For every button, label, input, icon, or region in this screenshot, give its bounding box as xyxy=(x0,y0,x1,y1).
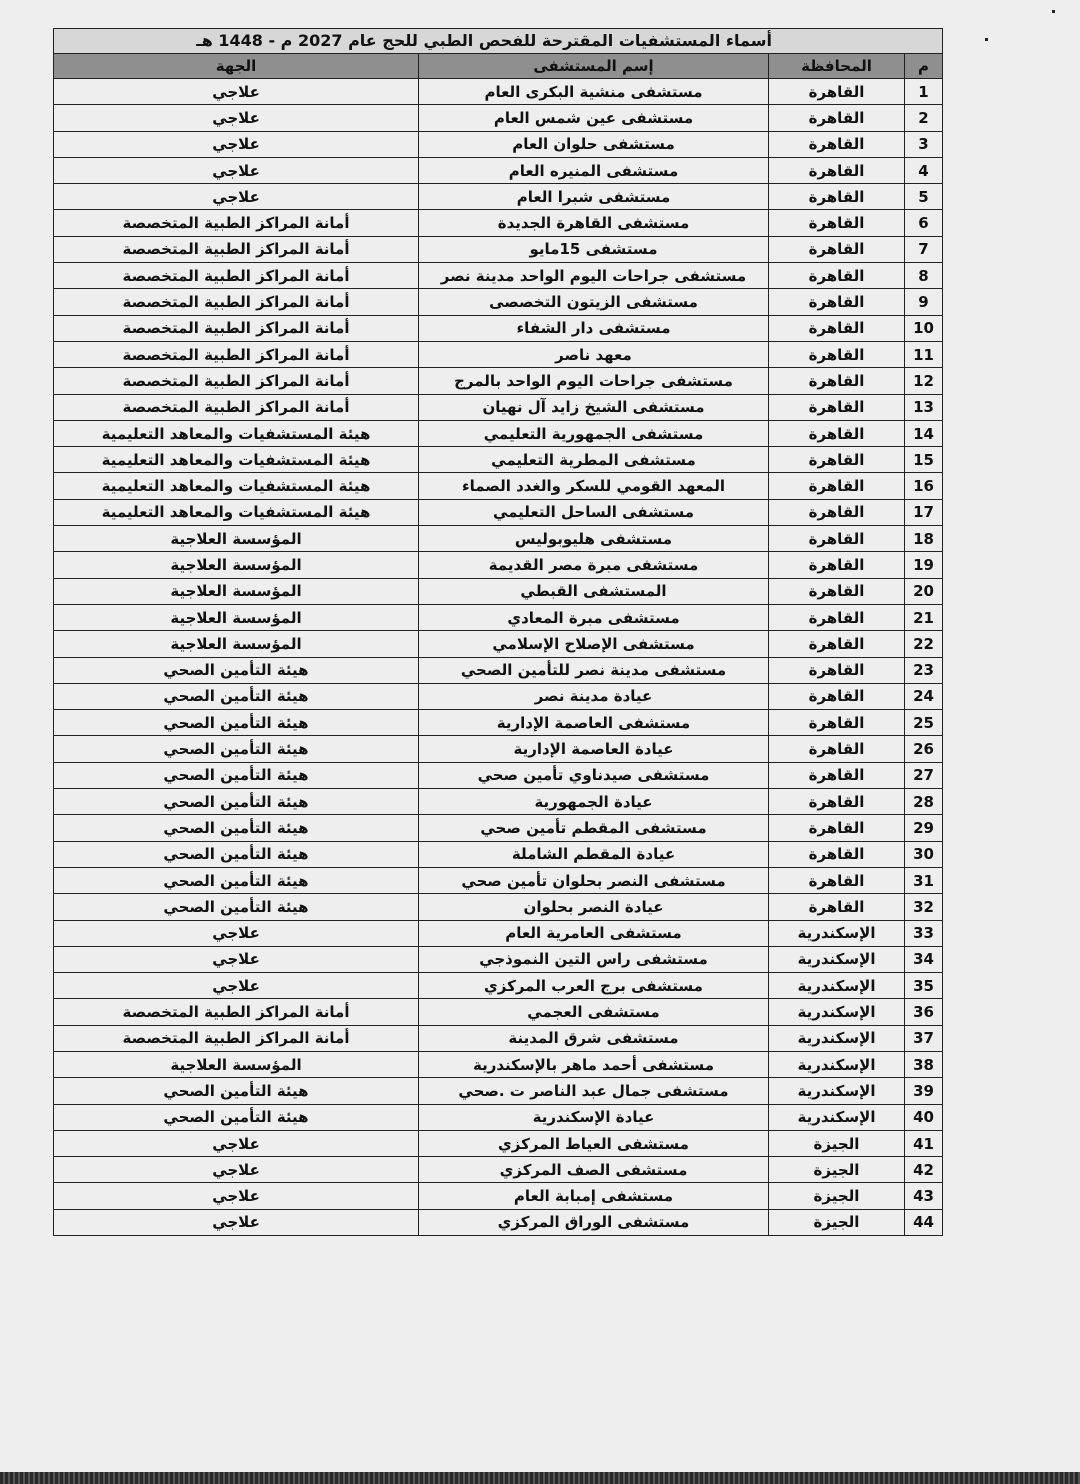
row-number: 42 xyxy=(905,1157,943,1183)
row-number: 22 xyxy=(905,631,943,657)
row-number: 7 xyxy=(905,236,943,262)
row-authority: هيئة التأمين الصحي xyxy=(54,841,419,867)
row-governorate: القاهرة xyxy=(769,105,905,131)
table-row xyxy=(54,999,943,1025)
row-authority: هيئة التأمين الصحي xyxy=(54,683,419,709)
row-number: 29 xyxy=(905,815,943,841)
row-governorate: القاهرة xyxy=(769,473,905,499)
row-authority: هيئة المستشفيات والمعاهد التعليمية xyxy=(54,499,419,525)
row-hospital-name: عيادة مدينة نصر xyxy=(419,683,769,709)
row-governorate: القاهرة xyxy=(769,499,905,525)
table-row xyxy=(54,552,943,578)
row-number: 14 xyxy=(905,420,943,446)
row-hospital-name: مستشفى العجمي xyxy=(419,999,769,1025)
row-hospital-name: مستشفى عين شمس العام xyxy=(419,105,769,131)
row-governorate: الجيزة xyxy=(769,1209,905,1235)
row-hospital-name: مستشفى برج العرب المركزي xyxy=(419,973,769,999)
table-row xyxy=(54,420,943,446)
row-number: 12 xyxy=(905,368,943,394)
row-number: 27 xyxy=(905,762,943,788)
row-hospital-name: مستشفى الساحل التعليمي xyxy=(419,499,769,525)
table-row xyxy=(54,1078,943,1104)
table-row xyxy=(54,578,943,604)
row-governorate: القاهرة xyxy=(769,79,905,105)
row-governorate: القاهرة xyxy=(769,657,905,683)
row-hospital-name: مستشفى إمبابة العام xyxy=(419,1183,769,1209)
row-number: 33 xyxy=(905,920,943,946)
row-hospital-name: عيادة الإسكندرية xyxy=(419,1104,769,1130)
row-hospital-name: مستشفى النصر بحلوان تأمين صحي xyxy=(419,867,769,893)
row-authority: هيئة المستشفيات والمعاهد التعليمية xyxy=(54,473,419,499)
row-authority: أمانة المراكز الطبية المتخصصة xyxy=(54,394,419,420)
row-governorate: القاهرة xyxy=(769,710,905,736)
document-title: أسماء المستشفيات المقترحة للفحص الطبي للحج عام 2027 م - 1448 هـ xyxy=(54,29,943,54)
row-authority: هيئة التأمين الصحي xyxy=(54,762,419,788)
row-authority: هيئة التأمين الصحي xyxy=(54,867,419,893)
row-number: 5 xyxy=(905,184,943,210)
row-authority: المؤسسة العلاجية xyxy=(54,552,419,578)
row-authority: هيئة التأمين الصحي xyxy=(54,710,419,736)
row-hospital-name: مستشفى حلوان العام xyxy=(419,131,769,157)
row-governorate: القاهرة xyxy=(769,341,905,367)
row-governorate: الجيزة xyxy=(769,1183,905,1209)
row-governorate: الإسكندرية xyxy=(769,920,905,946)
row-authority: علاجي xyxy=(54,920,419,946)
row-number: 11 xyxy=(905,341,943,367)
row-number: 20 xyxy=(905,578,943,604)
table-row xyxy=(54,79,943,105)
hospital-table-container xyxy=(53,28,943,1236)
table-row xyxy=(54,289,943,315)
row-authority: هيئة التأمين الصحي xyxy=(54,1078,419,1104)
table-row xyxy=(54,263,943,289)
row-authority: هيئة التأمين الصحي xyxy=(54,736,419,762)
row-authority: علاجي xyxy=(54,184,419,210)
row-authority: أمانة المراكز الطبية المتخصصة xyxy=(54,263,419,289)
row-authority: هيئة المستشفيات والمعاهد التعليمية xyxy=(54,420,419,446)
row-number: 35 xyxy=(905,973,943,999)
table-row xyxy=(54,1104,943,1130)
row-hospital-name: مستشفى منشية البكرى العام xyxy=(419,79,769,105)
row-authority: المؤسسة العلاجية xyxy=(54,1051,419,1077)
row-number: 9 xyxy=(905,289,943,315)
row-hospital-name: المستشفى القبطي xyxy=(419,578,769,604)
table-row xyxy=(54,236,943,262)
table-header-row xyxy=(54,54,943,79)
row-hospital-name: عيادة الجمهورية xyxy=(419,789,769,815)
row-number: 19 xyxy=(905,552,943,578)
row-number: 8 xyxy=(905,263,943,289)
table-row xyxy=(54,762,943,788)
row-governorate: القاهرة xyxy=(769,131,905,157)
row-governorate: القاهرة xyxy=(769,604,905,630)
row-hospital-name: مستشفى المقطم تأمين صحي xyxy=(419,815,769,841)
row-hospital-name: مستشفى مبرة المعادي xyxy=(419,604,769,630)
row-number: 30 xyxy=(905,841,943,867)
row-hospital-name: مستشفى جمال عبد الناصر ت .صحي xyxy=(419,1078,769,1104)
hospital-table xyxy=(53,28,943,1236)
row-governorate: القاهرة xyxy=(769,578,905,604)
row-authority: هيئة التأمين الصحي xyxy=(54,789,419,815)
row-governorate: الإسكندرية xyxy=(769,973,905,999)
header-governorate: المحافظة xyxy=(769,54,905,79)
row-number: 1 xyxy=(905,79,943,105)
row-hospital-name: مستشفى مبرة مصر القديمة xyxy=(419,552,769,578)
row-hospital-name: مستشفى الزيتون التخصصى xyxy=(419,289,769,315)
row-governorate: القاهرة xyxy=(769,867,905,893)
row-hospital-name: عيادة النصر بحلوان xyxy=(419,894,769,920)
table-row xyxy=(54,157,943,183)
row-number: 26 xyxy=(905,736,943,762)
row-number: 28 xyxy=(905,789,943,815)
row-authority: علاجي xyxy=(54,946,419,972)
row-governorate: القاهرة xyxy=(769,894,905,920)
table-row xyxy=(54,683,943,709)
table-row xyxy=(54,710,943,736)
row-hospital-name: مستشفى شبرا العام xyxy=(419,184,769,210)
table-row xyxy=(54,499,943,525)
row-governorate: القاهرة xyxy=(769,447,905,473)
row-governorate: القاهرة xyxy=(769,315,905,341)
table-row xyxy=(54,131,943,157)
table-row xyxy=(54,841,943,867)
table-row xyxy=(54,631,943,657)
row-number: 43 xyxy=(905,1183,943,1209)
row-number: 32 xyxy=(905,894,943,920)
table-row xyxy=(54,867,943,893)
row-number: 44 xyxy=(905,1209,943,1235)
header-authority: الجهة xyxy=(54,54,419,79)
row-hospital-name: مستشفى جراحات اليوم الواحد مدينة نصر xyxy=(419,263,769,289)
table-row xyxy=(54,1183,943,1209)
row-number: 6 xyxy=(905,210,943,236)
row-hospital-name: مستشفى العاصمة الإدارية xyxy=(419,710,769,736)
table-row xyxy=(54,815,943,841)
row-number: 25 xyxy=(905,710,943,736)
row-authority: علاجي xyxy=(54,105,419,131)
table-row xyxy=(54,105,943,131)
row-number: 10 xyxy=(905,315,943,341)
row-hospital-name: مستشفى العياط المركزي xyxy=(419,1130,769,1156)
row-governorate: القاهرة xyxy=(769,210,905,236)
row-hospital-name: مستشفى دار الشفاء xyxy=(419,315,769,341)
row-governorate: القاهرة xyxy=(769,631,905,657)
row-number: 39 xyxy=(905,1078,943,1104)
header-hospital: إسم المستشفى xyxy=(419,54,769,79)
row-authority: علاجي xyxy=(54,79,419,105)
row-authority: أمانة المراكز الطبية المتخصصة xyxy=(54,999,419,1025)
row-governorate: الإسكندرية xyxy=(769,1025,905,1051)
table-row xyxy=(54,210,943,236)
row-governorate: القاهرة xyxy=(769,420,905,446)
row-governorate: القاهرة xyxy=(769,184,905,210)
row-hospital-name: مستشفى الشيخ زايد آل نهيان xyxy=(419,394,769,420)
row-authority: أمانة المراكز الطبية المتخصصة xyxy=(54,341,419,367)
table-row xyxy=(54,341,943,367)
table-row xyxy=(54,315,943,341)
row-authority: علاجي xyxy=(54,1183,419,1209)
row-governorate: الجيزة xyxy=(769,1130,905,1156)
row-governorate: الإسكندرية xyxy=(769,946,905,972)
row-hospital-name: مستشفى الجمهورية التعليمي xyxy=(419,420,769,446)
table-row xyxy=(54,789,943,815)
row-authority: أمانة المراكز الطبية المتخصصة xyxy=(54,368,419,394)
row-number: 21 xyxy=(905,604,943,630)
row-number: 41 xyxy=(905,1130,943,1156)
row-hospital-name: مستشفى شرق المدينة xyxy=(419,1025,769,1051)
row-hospital-name: مستشفى الوراق المركزي xyxy=(419,1209,769,1235)
row-governorate: القاهرة xyxy=(769,552,905,578)
row-hospital-name: مستشفى صيدناوي تأمين صحي xyxy=(419,762,769,788)
row-governorate: القاهرة xyxy=(769,263,905,289)
row-hospital-name: عيادة المقطم الشاملة xyxy=(419,841,769,867)
row-number: 2 xyxy=(905,105,943,131)
row-hospital-name: مستشفى 15مايو xyxy=(419,236,769,262)
row-authority: أمانة المراكز الطبية المتخصصة xyxy=(54,1025,419,1051)
row-authority: المؤسسة العلاجية xyxy=(54,631,419,657)
row-hospital-name: مستشفى أحمد ماهر بالإسكندرية xyxy=(419,1051,769,1077)
table-row xyxy=(54,184,943,210)
row-governorate: القاهرة xyxy=(769,841,905,867)
table-row xyxy=(54,1051,943,1077)
row-governorate: القاهرة xyxy=(769,683,905,709)
row-number: 16 xyxy=(905,473,943,499)
row-governorate: القاهرة xyxy=(769,526,905,552)
table-row xyxy=(54,920,943,946)
row-hospital-name: مستشفى المطرية التعليمي xyxy=(419,447,769,473)
row-number: 18 xyxy=(905,526,943,552)
row-authority: علاجي xyxy=(54,157,419,183)
table-body xyxy=(54,79,943,1236)
row-hospital-name: عيادة العاصمة الإدارية xyxy=(419,736,769,762)
row-number: 3 xyxy=(905,131,943,157)
row-authority: هيئة التأمين الصحي xyxy=(54,894,419,920)
table-row xyxy=(54,1157,943,1183)
row-governorate: القاهرة xyxy=(769,789,905,815)
row-number: 36 xyxy=(905,999,943,1025)
table-row xyxy=(54,736,943,762)
table-row xyxy=(54,657,943,683)
row-number: 31 xyxy=(905,867,943,893)
table-row xyxy=(54,894,943,920)
row-authority: المؤسسة العلاجية xyxy=(54,526,419,552)
row-number: 13 xyxy=(905,394,943,420)
row-hospital-name: مستشفى جراحات اليوم الواحد بالمرج xyxy=(419,368,769,394)
table-row xyxy=(54,1209,943,1235)
scan-speck xyxy=(1052,10,1055,13)
row-authority: هيئة التأمين الصحي xyxy=(54,815,419,841)
row-governorate: الإسكندرية xyxy=(769,1078,905,1104)
row-authority: علاجي xyxy=(54,1157,419,1183)
row-number: 15 xyxy=(905,447,943,473)
table-row xyxy=(54,368,943,394)
table-row xyxy=(54,946,943,972)
row-governorate: القاهرة xyxy=(769,368,905,394)
row-number: 4 xyxy=(905,157,943,183)
row-authority: أمانة المراكز الطبية المتخصصة xyxy=(54,315,419,341)
row-number: 37 xyxy=(905,1025,943,1051)
table-row xyxy=(54,526,943,552)
row-authority: أمانة المراكز الطبية المتخصصة xyxy=(54,289,419,315)
row-authority: المؤسسة العلاجية xyxy=(54,604,419,630)
scan-edge-bar xyxy=(0,1472,1080,1484)
row-governorate: القاهرة xyxy=(769,157,905,183)
row-authority: علاجي xyxy=(54,973,419,999)
row-authority: علاجي xyxy=(54,1209,419,1235)
row-hospital-name: مستشفى مدينة نصر للتأمين الصحي xyxy=(419,657,769,683)
header-num: م xyxy=(905,54,943,79)
row-hospital-name: مستشفى هليوبوليس xyxy=(419,526,769,552)
row-hospital-name: مستشفى المنيره العام xyxy=(419,157,769,183)
row-number: 24 xyxy=(905,683,943,709)
row-authority: علاجي xyxy=(54,1130,419,1156)
row-authority: أمانة المراكز الطبية المتخصصة xyxy=(54,210,419,236)
row-governorate: الإسكندرية xyxy=(769,1051,905,1077)
row-number: 34 xyxy=(905,946,943,972)
table-row xyxy=(54,447,943,473)
row-governorate: الجيزة xyxy=(769,1157,905,1183)
row-number: 17 xyxy=(905,499,943,525)
row-authority: هيئة التأمين الصحي xyxy=(54,657,419,683)
table-row xyxy=(54,394,943,420)
row-hospital-name: مستشفى راس التين النموذجي xyxy=(419,946,769,972)
row-governorate: القاهرة xyxy=(769,815,905,841)
row-authority: هيئة المستشفيات والمعاهد التعليمية xyxy=(54,447,419,473)
table-row xyxy=(54,1025,943,1051)
row-hospital-name: مستشفى الصف المركزي xyxy=(419,1157,769,1183)
table-row xyxy=(54,973,943,999)
row-governorate: الإسكندرية xyxy=(769,999,905,1025)
table-row xyxy=(54,473,943,499)
row-number: 38 xyxy=(905,1051,943,1077)
row-governorate: القاهرة xyxy=(769,762,905,788)
row-governorate: القاهرة xyxy=(769,289,905,315)
row-authority: المؤسسة العلاجية xyxy=(54,578,419,604)
row-authority: علاجي xyxy=(54,131,419,157)
row-number: 23 xyxy=(905,657,943,683)
row-authority: هيئة التأمين الصحي xyxy=(54,1104,419,1130)
row-governorate: القاهرة xyxy=(769,736,905,762)
row-governorate: القاهرة xyxy=(769,394,905,420)
row-governorate: الإسكندرية xyxy=(769,1104,905,1130)
scan-speck xyxy=(985,38,988,41)
row-hospital-name: مستشفى القاهرة الجديدة xyxy=(419,210,769,236)
table-title-row xyxy=(54,29,943,54)
row-hospital-name: مستشفى الإصلاح الإسلامي xyxy=(419,631,769,657)
row-hospital-name: المعهد القومي للسكر والغدد الصماء xyxy=(419,473,769,499)
table-row xyxy=(54,604,943,630)
table-row xyxy=(54,1130,943,1156)
row-governorate: القاهرة xyxy=(769,236,905,262)
row-hospital-name: معهد ناصر xyxy=(419,341,769,367)
row-number: 40 xyxy=(905,1104,943,1130)
row-authority: أمانة المراكز الطبية المتخصصة xyxy=(54,236,419,262)
row-hospital-name: مستشفى العامرية العام xyxy=(419,920,769,946)
